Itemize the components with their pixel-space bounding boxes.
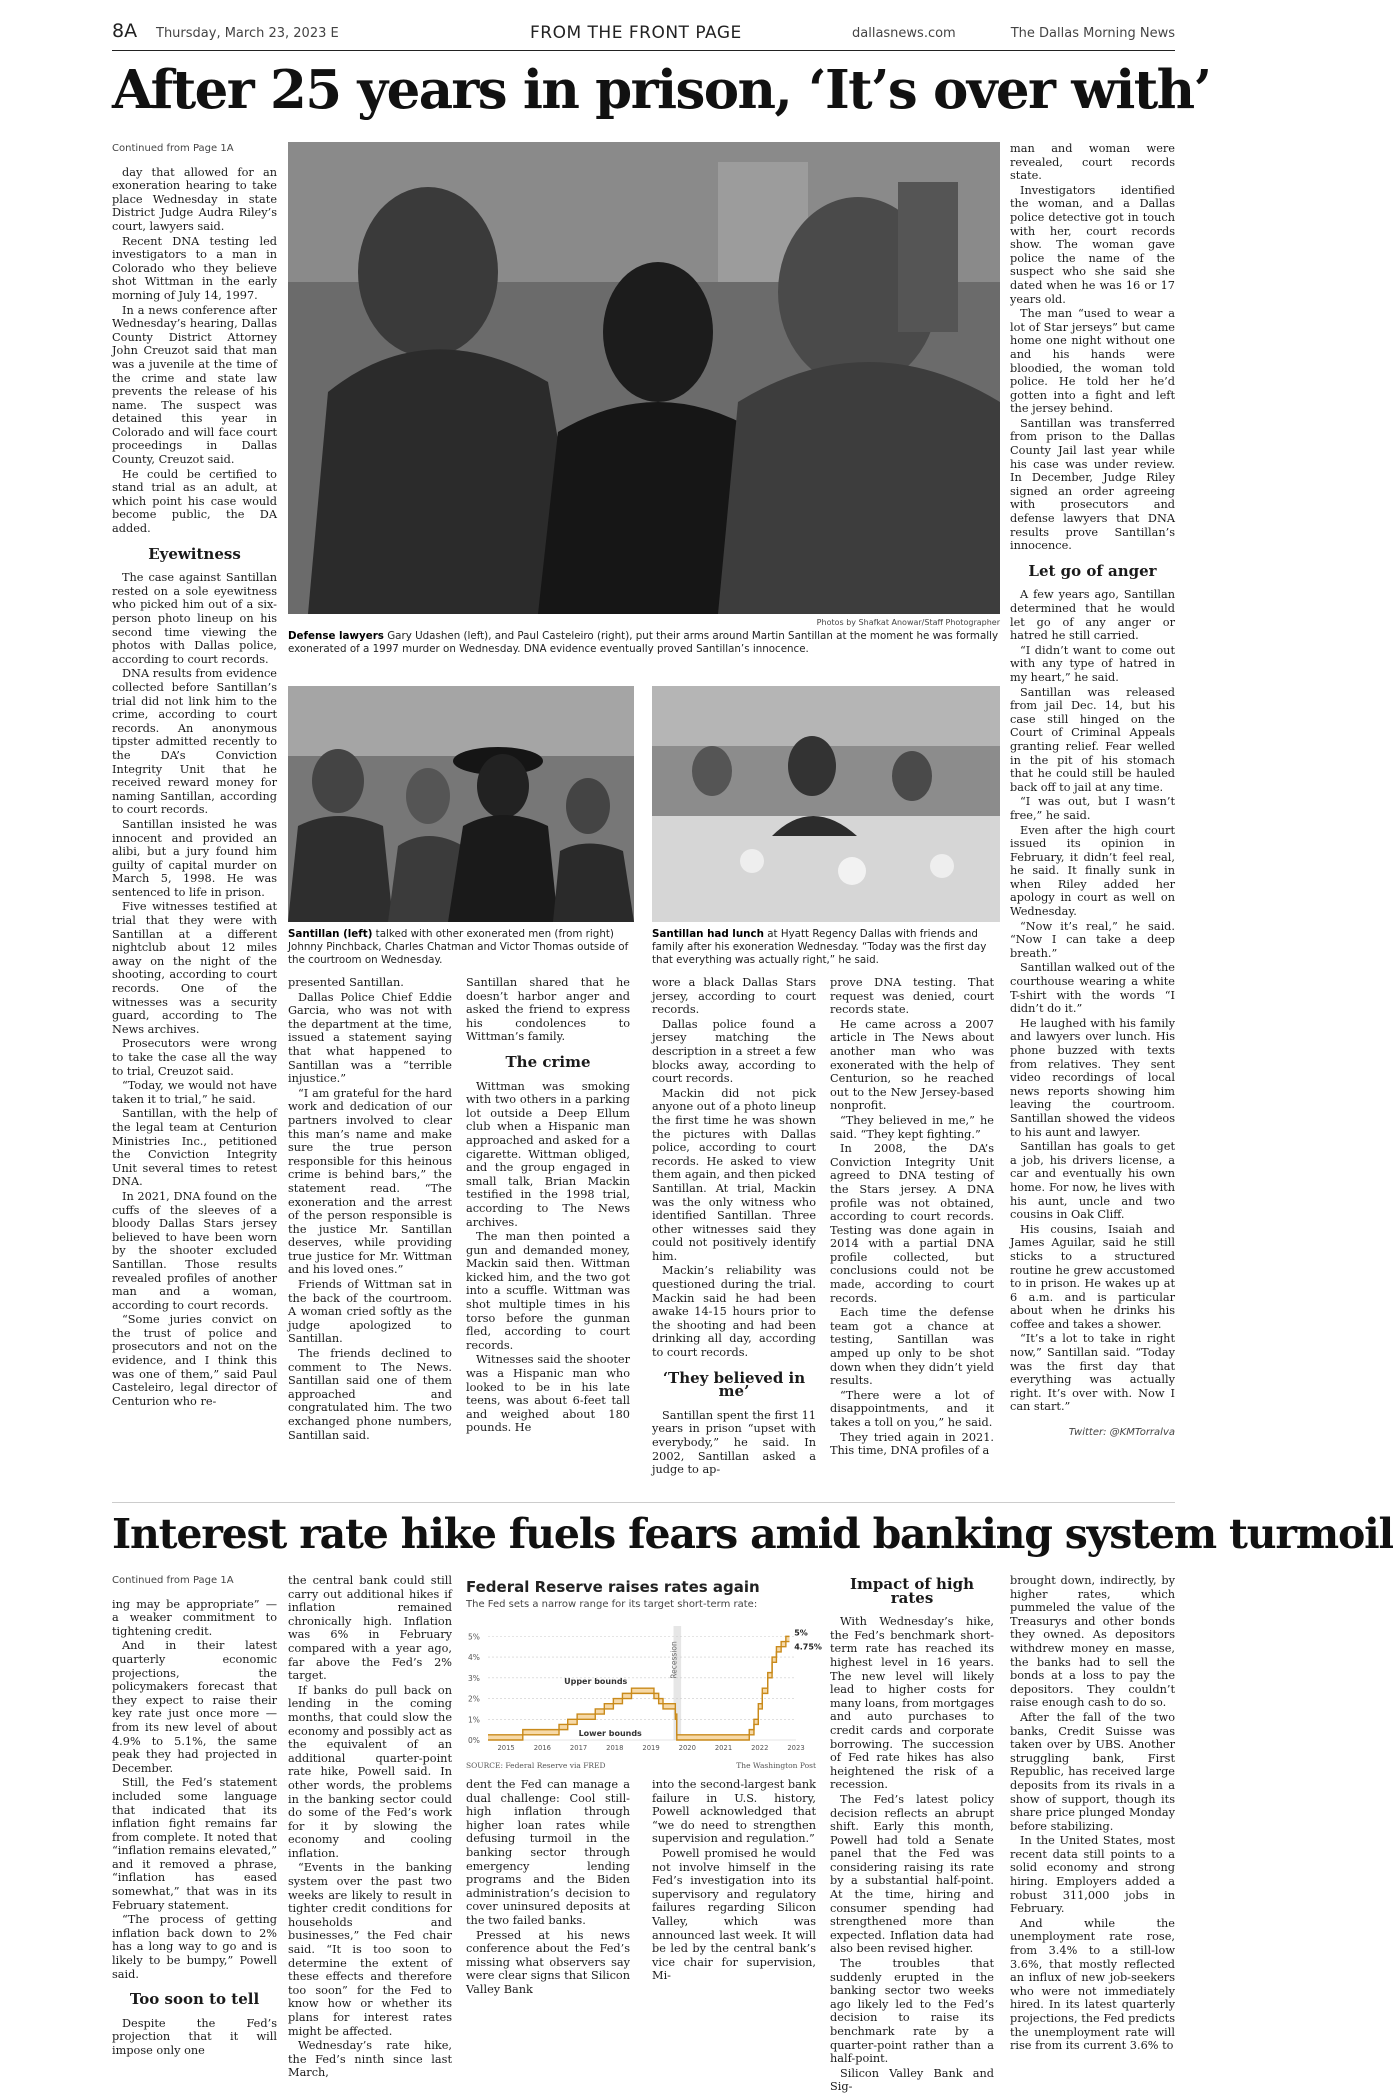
left-photo <box>288 686 634 922</box>
page-number: 8A <box>112 20 138 42</box>
caption-lead: Santillan (left) <box>288 928 373 940</box>
y-tick-label: 5% <box>468 1632 480 1642</box>
paragraph: In 2021, DNA found on the cuffs of the sleeves of a bloody Dallas Stars jersey believed to have been worn by the shooter excluded Santillan. Those results revealed profiles of another man and a woman, according to court records. <box>112 1189 277 1312</box>
main-photo <box>288 142 1000 614</box>
paragraph: brought down, indirectly, by higher rates, which pummeled the value of the Treasurys and other bonds they owned. As depositors withdrew money en masse, the banks had to sell the bonds at a loss to pay the depositors. They couldn’t raise enough cash to do so. <box>1010 1574 1175 1710</box>
subhead-too-soon: Too soon to tell <box>129 1990 260 2009</box>
paragraph: “I didn’t want to come out with any type of hatred in my heart,” he said. <box>1010 643 1175 684</box>
paragraph: Still, the Fed’s statement included some language that indicated that its inflation fight remains far from complete. It noted that “inflation remains elevated,” and it removed a phrase, “inflation has eased somewhat,” that was in its February statement. <box>112 1776 277 1912</box>
story2-column-5 <box>830 1574 994 2100</box>
paragraph: The man “used to wear a lot of Star jerseys” but came home one night without one and his hands were bloodied, the woman told police. He told her he’d gotten into a fight and left the jersey behind. <box>1010 307 1175 416</box>
x-tick-label: 2016 <box>533 1744 552 1752</box>
x-tick-label: 2023 <box>787 1744 805 1752</box>
subhead-eyewitness: Eyewitness <box>148 544 241 563</box>
paragraph: Santillan was released from jail Dec. 14, but his case still hinged on the Court of Criminal Appeals granting relief. Fear welled in the pit of his stomach that he could still be hauled back off to jail at any time. <box>1010 685 1175 794</box>
paragraph: Pressed at his news conference about the Fed’s missing what observers say were clear signs that Silicon Valley Bank <box>466 1928 630 1996</box>
subhead-let-go: Let go of anger <box>1028 561 1157 580</box>
paragraph: Recent DNA testing led investigators to a man in Colorado who they believe shot Wittman in the early morning of July 14, 1997. <box>112 234 277 302</box>
paragraph: If banks do pull back on lending in the coming months, that could slow the economy and possibly act as the equivalent of an additional quarter-point rate hike, Powell said. In other words, the problems in the banking sector could do some of the Fed’s work for it by slowing the economy and cooling inflation. <box>288 1683 452 1860</box>
fed-rate-chart <box>466 1578 822 1756</box>
paragraph: The man then pointed a gun and demanded money, Mackin said then. Wittman kicked him, and the two got into a scuffle. Wittman was shot multiple times in his torso before the gunman fled, according to court records. <box>466 1230 630 1352</box>
paragraph: Santillan walked out of the courthouse wearing a white T-shirt with the words “I didn’t do it.” <box>1010 961 1175 1016</box>
paragraph: Each time the defense team got a chance at testing, Santillan was amped up only to be shot down when they didn’t yield results. <box>830 1306 994 1388</box>
paragraph: The case against Santillan rested on a sole eyewitness who picked him out of a six-person photo lineup on his second time viewing the photos with Dallas police, according to court records. <box>112 571 277 666</box>
paragraph: Wittman was smoking with two others in a parking lot outside a Deep Ellum club when a Hispanic man approached and asked for a cigarette. Wittman obliged, and the group engaged in small talk, Brian Mackin testified in the 1998 trial, according to The News archives. <box>466 1079 630 1229</box>
paragraph: A few years ago, Santillan determined that he would let go of any anger or hatred he still carried. <box>1010 588 1175 643</box>
subhead-believed: ‘They believed in me’ <box>662 1368 806 1401</box>
paragraph: And while the unemployment rate rose, from 3.4% to a still-low 3.6%, that mostly reflected an influx of new job-seekers who were not immediately hired. In its latest quarterly projections, the Fed predicts the unemployment rate will rise from its current 3.6% to <box>1010 1916 1175 2053</box>
paragraph: “They believed in me,” he said. “They kept fighting.” <box>830 1113 994 1141</box>
story2-column-6 <box>1010 1574 1175 2100</box>
paragraph: ing may be appropriate” — a weaker commitment to tightening credit. <box>112 1597 277 1638</box>
paragraph: The friends declined to comment to The News. Santillan said one of them approached and congratulated him. The two exchanged phone numbers, Santillan said. <box>288 1347 452 1442</box>
paragraph: “Events in the banking system over the past two weeks are likely to result in tighter credit conditions for households and businesses,” the Fed chair said. “It is too soon to determine the extent of these effects and therefore too soon” for the Fed to know how or whether its plans for interest rates might be affected. <box>288 1861 452 2038</box>
right-photo-caption <box>652 928 1000 967</box>
story1-headline: After 25 years in prison, ‘It’s over with’ <box>112 59 1211 121</box>
paper-name: The Dallas Morning News <box>1010 26 1175 41</box>
x-tick-label: 2021 <box>714 1744 733 1752</box>
continued-label: Continued from Page 1A <box>112 1575 234 1586</box>
story-separator <box>112 1502 1175 1503</box>
left-photo-image <box>288 686 634 922</box>
chart-footer <box>466 1761 816 1770</box>
story1-column-4 <box>652 976 816 1482</box>
paragraph: He came across a 2007 article in The News about another man who was exonerated with the help of Centurion, so he reached out to the New Jersey-based nonprofit. <box>830 1017 994 1113</box>
paragraph: Santillan, with the help of the legal team at Centurion Ministries Inc., petitioned the Conviction Integrity Unit several times to retest DNA. <box>112 1107 277 1189</box>
paragraph: They tried again in 2021. This time, DNA profiles of a <box>830 1430 994 1458</box>
reporter-twitter: Twitter: @KMTorralva <box>1068 1427 1175 1439</box>
chart-credit: The Washington Post <box>736 1761 816 1770</box>
paragraph: After the fall of the two banks, Credit Suisse was taken over by UBS. Another struggling bank, First Republic, has received large deposits from its rivals in a show of support, though its share price plunged Monday before stabilizing. <box>1010 1710 1175 1833</box>
subhead-impact: Impact of high rates <box>849 1575 975 1607</box>
paragraph: “Today, we would not have taken it to trial,” he said. <box>112 1079 277 1106</box>
chart-plot <box>466 1618 822 1764</box>
caption-lead: Defense lawyers <box>288 630 384 642</box>
paragraph: Investigators identified the woman, and a Dallas police detective got in touch with her, court records show. The woman gave police the name of the suspect who she said she dated when he was 16 or 17 years old. <box>1010 183 1175 306</box>
paragraph: Santillan has goals to get a job, his drivers license, a car and eventually his own home. For now, he lives with his aunt, uncle and two cousins in Oak Cliff. <box>1010 1140 1175 1222</box>
issue-date: Thursday, March 23, 2023 E <box>156 26 339 41</box>
paragraph: Powell promised he would not involve himself in the Fed’s investigation into its supervisory and regulatory failures regarding Silicon Valley, which was announced last week. It will be led by the central bank’s vice chair for supervision, Mi- <box>652 1846 816 1983</box>
paragraph: Prosecutors were wrong to take the case all the way to trial, Creuzot said. <box>112 1037 277 1078</box>
y-tick-label: 0% <box>468 1736 480 1745</box>
y-tick-label: 1% <box>468 1715 480 1725</box>
paragraph: Mackin did not pick anyone out of a photo lineup the first time he was shown the pictures with Dallas police, according to court records. He asked to view them again, and then picked Santillan. At trial, Mackin was the only witness who identified Santillan. Three other witnesses said they could not positively identify him. <box>652 1086 816 1263</box>
y-tick-label: 4% <box>468 1653 480 1663</box>
paragraph: Santillan was transferred from prison to the Dallas County Jail last year while his case was under review. In December, Judge Riley signed an order agreeing with prosecutors and defense lawyers that DNA results prove Santillan’s innocence. <box>1010 416 1175 553</box>
paragraph: And in their latest quarterly economic projections, the policymakers forecast that they expect to raise their key rate just once more — from its new level of about 4.9% to 5.1%, the same peak they had projected in December. <box>112 1639 277 1775</box>
right-photo-image <box>652 686 1000 922</box>
chart-source: SOURCE: Federal Reserve via FRED <box>466 1761 606 1770</box>
paragraph: dent the Fed can manage a dual challenge: Cool still-high inflation through higher loan rates while defusing turmoil in the banking sector through emergency lending programs and the Biden administration’s decision to cover uninsured deposits at the two failed banks. <box>466 1778 630 1927</box>
paragraph: “I was out, but I wasn’t free,” he said. <box>1010 795 1175 822</box>
story2-column-2 <box>288 1574 452 2100</box>
paragraph: into the second-largest bank failure in U.S. history, Powell acknowledged that “we do need to strengthen supervision and regulation.” <box>652 1778 816 1846</box>
y-tick-label: 3% <box>468 1673 480 1683</box>
story2-column-4 <box>652 1778 816 2100</box>
recession-label: Recession <box>669 1641 679 1679</box>
paragraph: The Fed’s latest policy decision reflects an abrupt shift. Early this month, Powell had told a Senate panel that the Fed was considering raising its rate by a substantial half-point. At the time, hiring and consumer spending had strengthened more than expected. Inflation data had also been revised higher. <box>830 1792 994 1956</box>
folio-rule <box>112 50 1175 51</box>
left-photo-caption <box>288 928 634 967</box>
paragraph: Santillan shared that he doesn’t harbor anger and asked the friend to express his condolences to Wittman’s family. <box>466 976 630 1044</box>
upper-end-label: 5% <box>794 1628 808 1638</box>
page-folio <box>112 20 1175 46</box>
paragraph: presented Santillan. <box>288 976 404 989</box>
story1-column-5 <box>830 976 994 1482</box>
lower-bounds-label: Lower bounds <box>578 1728 642 1738</box>
story1-column-2 <box>288 976 452 1482</box>
x-tick-label: 2020 <box>678 1744 696 1752</box>
paragraph: “Some juries convict on the trust of police and prosecutors and not on the evidence, and I think this was one of them,” said Paul Casteleiro, legal director of Centurion who re- <box>112 1313 277 1408</box>
x-tick-label: 2018 <box>606 1744 624 1752</box>
upper-bound-line <box>488 1636 789 1734</box>
paragraph: “I am grateful for the hard work and dedication of our partners involved to clear this man’s name and make sure the true person responsible for this heinous crime is behind bars,” the statement read. “The exoneration and the arrest of the person responsible is the justice Mr. Santillan deserves, while providing true justice for Mr. Wittman and his loved ones.” <box>288 1086 452 1277</box>
story1-column-3 <box>466 976 630 1482</box>
paragraph: In the United States, most recent data still points to a solid economy and strong hiring. Employers added a robust 311,000 jobs in February. <box>1010 1834 1175 1916</box>
caption-text: at Hyatt Regency Dallas with friends and family after his exoneration Wednesday. “Today was the first day that everything was actually right,” he said. <box>652 928 987 966</box>
site-url: dallasnews.com <box>852 26 956 41</box>
paragraph: The troubles that suddenly erupted in the banking sector two weeks ago likely led to the Fed’s decision to raise its benchmark rate by a quarter-point rather than a half-point. <box>830 1957 994 2066</box>
upper-bounds-label: Upper bounds <box>564 1677 628 1687</box>
story1-column-1 <box>112 142 277 1482</box>
photo-credit: Photos by Shafkat Anowar/Staff Photographer <box>816 618 1000 627</box>
paragraph: Santillan insisted he was innocent and provided an alibi, but a jury found him guilty of capital murder on March 5, 1998. He was sentenced to life in prison. <box>112 817 277 899</box>
caption-lead: Santillan had lunch <box>652 928 764 940</box>
paragraph: Witnesses said the shooter was a Hispanic man who looked to be in his late teens, was about 6-feet tall and weighed about 180 pounds. He <box>466 1353 630 1435</box>
main-photo-caption <box>288 630 1000 656</box>
lower-end-label: 4.75% <box>794 1642 822 1652</box>
main-photo-image <box>288 142 1000 614</box>
paragraph: He could be certified to stand trial as an adult, at which point his case would become public, the DA added. <box>112 467 277 536</box>
story1-column-6 <box>1010 142 1175 1462</box>
paragraph: In 2008, the DA’s Conviction Integrity Unit agreed to DNA testing of the Stars jersey. A DNA profile was not obtained, according to court records. Testing was done again in 2014 with a partial DNA profile collected, but conclusions could not be made, according to court records. <box>830 1142 994 1305</box>
x-tick-label: 2019 <box>642 1744 660 1752</box>
paragraph: Five witnesses testified at trial that they were with Santillan at a different nightclub about 12 miles away on the night of the shooting, according to court records. One of the witnesses was a security guard, according to The News archives. <box>112 900 277 1036</box>
paragraph: “There were a lot of disappointments, and it takes a toll on you,” he said. <box>830 1388 994 1429</box>
paragraph: Even after the high court issued its opinion in February, it didn’t feel real, he said. It finally sunk in when Riley added her apology in court as well on Wednesday. <box>1010 823 1175 919</box>
story2-column-1 <box>112 1574 277 2100</box>
paragraph: “The process of getting inflation back down to 2% has a long way to go and is likely to be bumpy,” Powell said. <box>112 1913 277 1981</box>
x-tick-label: 2015 <box>497 1744 515 1752</box>
right-photo <box>652 686 1000 922</box>
x-tick-label: 2017 <box>569 1744 588 1752</box>
paragraph: Dallas police found a jersey matching the description in a street a few blocks away, according to court records. <box>652 1017 816 1086</box>
paragraph: prove DNA testing. That request was denied, court records state. <box>830 976 994 1017</box>
continued-label: Continued from Page 1A <box>112 143 234 154</box>
story2-headline: Interest rate hike fuels fears amid banking system turmoil <box>112 1510 1393 1558</box>
paragraph: “Now it’s real,” he said. “Now I can take a deep breath.” <box>1010 919 1175 960</box>
chart-subtitle: The Fed sets a narrow range for its target short-term rate: <box>466 1599 758 1610</box>
caption-text: talked with other exonerated men (from right) Johnny Pinchback, Charles Chatman and Victor Thomas outside of the courtroom on Wednesday. <box>288 928 629 966</box>
paragraph: wore a black Dallas Stars jersey, according to court records. <box>652 976 816 1017</box>
story2-column-3 <box>466 1778 630 2100</box>
chart-title: Federal Reserve raises rates again <box>466 1578 760 1596</box>
paragraph: Despite the Fed’s projection that it will impose only one <box>112 2016 277 2057</box>
paragraph: Mackin’s reliability was questioned during the trial. Mackin said he had been awake 14-15 hours prior to the shooting and had been drinking all day, according to court records. <box>652 1264 816 1360</box>
paragraph: He laughed with his family and lawyers over lunch. His phone buzzed with texts from relatives. They sent video recordings of local news reports showing him leaving the courtroom. Santillan showed the videos to his aunt and lawyer. <box>1010 1016 1175 1139</box>
paragraph: DNA results from evidence collected before Santillan’s trial did not link him to the crime, according to court records. An anonymous tipster admitted recently to the DA’s Conviction Integrity Unit that he received reward money for naming Santillan, according to court records. <box>112 667 277 817</box>
paragraph: day that allowed for an exoneration hearing to take place Wednesday in state District Judge Audra Riley’s court, lawyers said. <box>112 165 277 233</box>
x-tick-label: 2022 <box>751 1744 769 1752</box>
subhead-crime: The crime <box>505 1052 591 1071</box>
paragraph: “It’s a lot to take in right now,” Santillan said. “Today was the first day that everything was actually right. It’s over with. Now I can start.” <box>1010 1332 1175 1414</box>
paragraph: His cousins, Isaiah and James Aguilar, said he still sticks to a structured routine he grew accustomed to in prison. He wakes up at 6 a.m. and is particular about when he drinks his coffee and takes a shower. <box>1010 1222 1175 1331</box>
paragraph: the central bank could still carry out additional hikes if inflation remained chronically high. Inflation was 6% in February compared with a year ago, far above the Fed’s 2% target. <box>288 1574 452 1683</box>
paragraph: Silicon Valley Bank and Sig- <box>830 2066 994 2094</box>
paragraph: With Wednesday’s hike, the Fed’s benchmark short-term rate has reached its highest level in 16 years. The new level will likely lead to higher costs for many loans, from mortgages and auto purchases to credit cards and corporate borrowing. The succession of Fed rate hikes has also heightened the risk of a recession. <box>830 1615 994 1792</box>
paragraph: Wednesday’s rate hike, the Fed’s ninth since last March, <box>288 2039 452 2080</box>
paragraph: Santillan spent the first 11 years in prison “upset with everybody,” he said. In 2002, Santillan asked a judge to ap- <box>652 1408 816 1477</box>
paragraph: In a news conference after Wednesday’s hearing, Dallas County District Attorney John Creuzot said that man was a juvenile at the time of the crime and state law prevents the release of his name. The suspect was detained this year in Colorado and will face court proceedings in Dallas County, Creuzot said. <box>112 303 277 467</box>
caption-text: Gary Udashen (left), and Paul Casteleiro (right), put their arms around Martin Santillan at the moment he was formally exonerated of a 1997 murder on Wednesday. DNA evidence eventually proved Santillan’s innocence. <box>288 630 999 655</box>
y-tick-label: 2% <box>468 1694 480 1704</box>
paragraph: Dallas Police Chief Eddie Garcia, who was not with the department at the time, issued a statement saying that what happened to Santillan was a “terrible injustice.” <box>288 990 452 1086</box>
paragraph: Friends of Wittman sat in the back of the courtroom. A woman cried softly as the judge apologized to Santillan. <box>288 1278 452 1346</box>
paragraph: man and woman were revealed, court records state. <box>1010 142 1175 183</box>
section-name: FROM THE FRONT PAGE <box>530 23 742 43</box>
